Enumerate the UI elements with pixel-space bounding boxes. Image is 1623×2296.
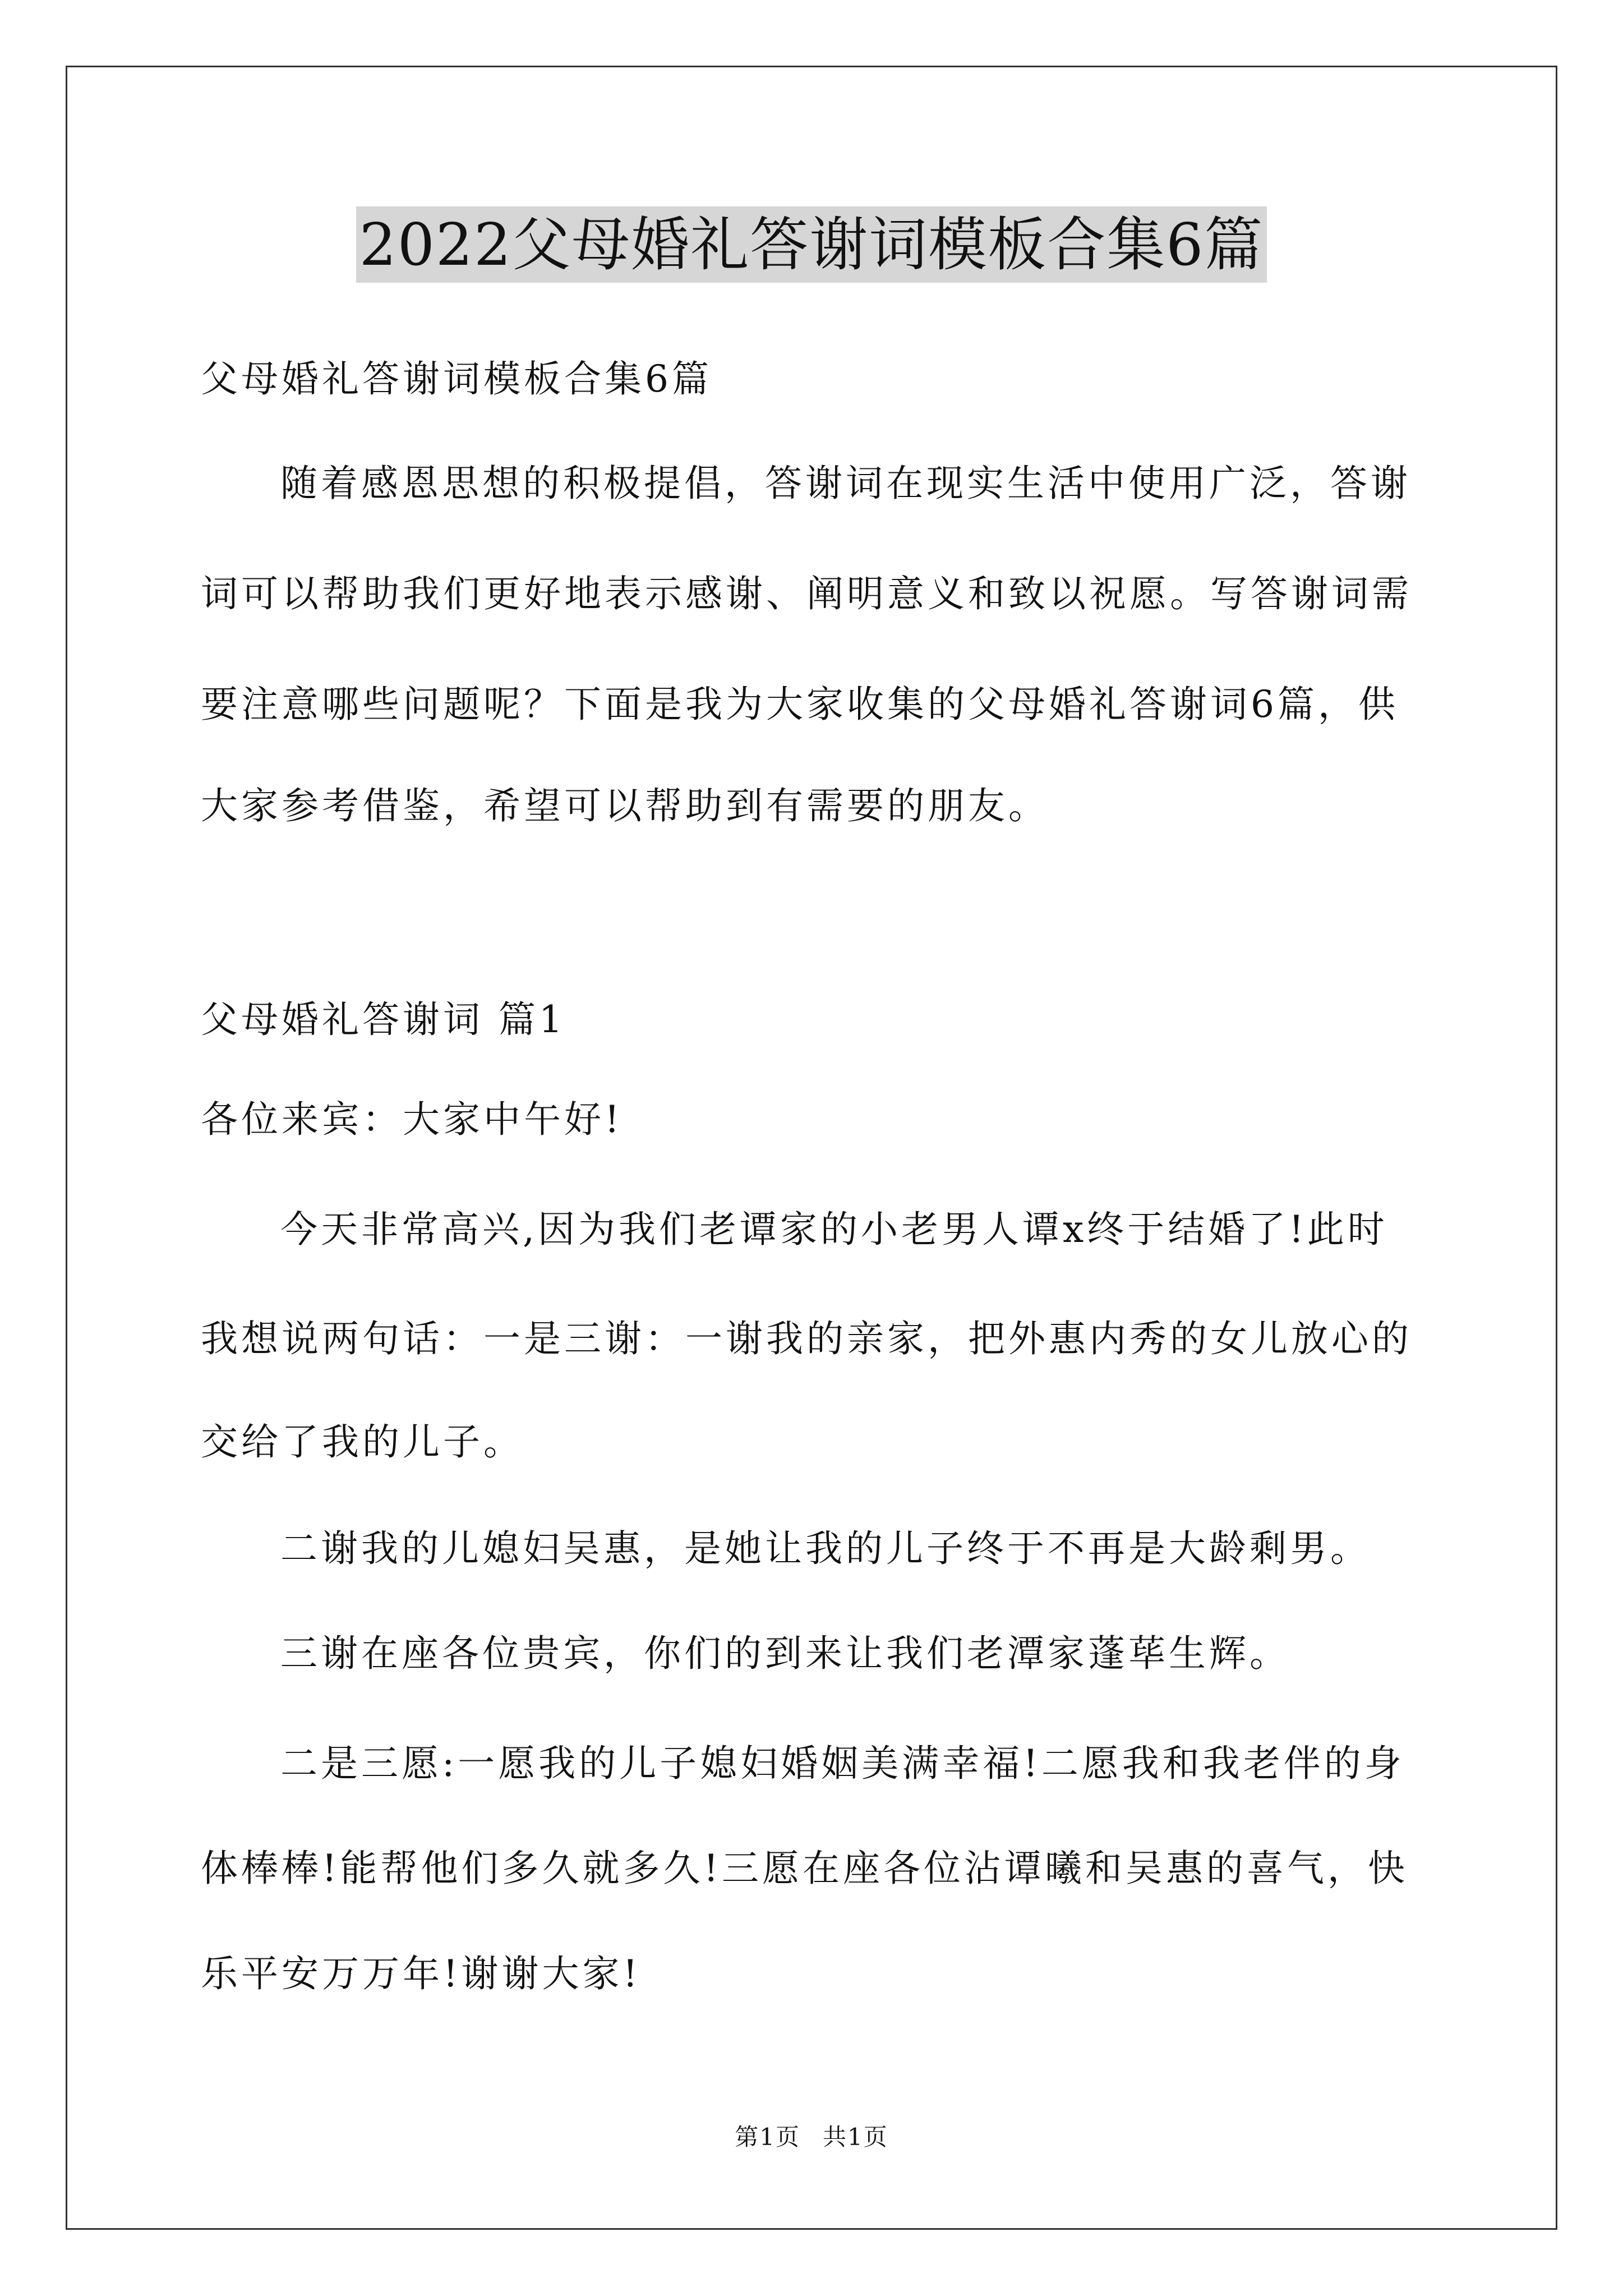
section-heading: 父母婚礼答谢词 篇1 bbox=[201, 998, 566, 1041]
page-footer bbox=[0, 2122, 1623, 2152]
title-container bbox=[0, 206, 1623, 283]
document-title: 2022父母婚礼答谢词模板合集6篇 bbox=[356, 206, 1267, 283]
body-line: 今天非常高兴,因为我们老谭家的小老男人谭x终于结婚了!此时 bbox=[280, 1208, 1388, 1251]
greeting: 各位来宾：大家中午好! bbox=[201, 1098, 623, 1141]
body-line: 乐平安万万年!谢谢大家! bbox=[201, 1952, 642, 1995]
intro-line: 随着感恩思想的积极提倡，答谢词在现实生活中使用广泛，答谢 bbox=[280, 462, 1411, 505]
body-line: 体棒棒!能帮他们多久就多久!三愿在座各位沾谭曦和吴惠的喜气，快 bbox=[201, 1847, 1409, 1890]
body-line: 交给了我的儿子。 bbox=[201, 1420, 524, 1464]
body-line: 我想说两句话：一是三谢：一谢我的亲家，把外惠内秀的女儿放心的 bbox=[201, 1317, 1412, 1360]
intro-line: 要注意哪些问题呢？下面是我为大家收集的父母婚礼答谢词6篇，供 bbox=[201, 683, 1399, 726]
intro-line: 大家参考借鉴，希望可以帮助到有需要的朋友。 bbox=[201, 784, 1049, 827]
body-line: 二是三愿:一愿我的儿子媳妇婚姻美满幸福!二愿我和我老伴的身 bbox=[280, 1742, 1405, 1785]
body-line: 三谢在座各位贵宾，你们的到来让我们老潭家蓬荜生辉。 bbox=[280, 1632, 1290, 1675]
body-line: 二谢我的儿媳妇吴惠，是她让我的儿子终于不再是大龄剩男。 bbox=[280, 1527, 1371, 1570]
page-number: 第1页 bbox=[735, 2123, 800, 2151]
page-total: 共1页 bbox=[823, 2123, 888, 2151]
subtitle: 父母婚礼答谢词模板合集6篇 bbox=[201, 357, 712, 401]
intro-line: 词可以帮助我们更好地表示感谢、阐明意义和致以祝愿。写答谢词需 bbox=[201, 572, 1412, 615]
